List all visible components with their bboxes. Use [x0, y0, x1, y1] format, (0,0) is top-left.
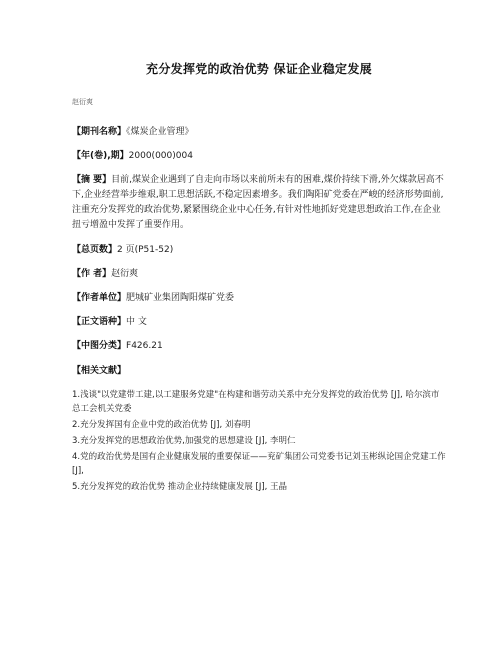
abstract-label: 【摘 要】 — [72, 175, 112, 185]
affiliation-label: 【作者单位】 — [72, 293, 127, 303]
authors-value: 赵衍爽 — [111, 269, 139, 279]
author-byline: 赵衍爽 — [72, 98, 93, 106]
journal-label: 【期刊名称】 — [72, 127, 127, 137]
reference-item[interactable]: 4.党的政治优势是国有企业健康发展的重要保证——兖矿集团公司党委书记刘玉彬纵论国企党建工作 [J], — [72, 452, 446, 476]
authors-field — [72, 267, 446, 281]
pages-value: 2 页(P51-52) — [117, 245, 174, 255]
year-field — [72, 149, 446, 163]
language-value: 中 文 — [126, 317, 147, 327]
document-title: 充分发挥党的政治优势 保证企业稳定发展 — [146, 62, 372, 76]
authors-label: 【作 者】 — [72, 269, 112, 279]
classification-label: 【中图分类】 — [72, 341, 127, 351]
references-heading: 【相关文献】 — [72, 366, 127, 376]
pages-field — [72, 243, 446, 257]
language-label: 【正文语种】 — [72, 317, 127, 327]
language-field — [72, 315, 446, 329]
classification-value: F426.21 — [126, 341, 163, 351]
abstract-value: 目前,煤炭企业遇到了自走向市场以来前所未有的困难,煤价持续下滑,外欠煤款居高不下,企业经营举步维艰,职工思想活跃,不稳定因素增多。我们陶阳矿党委在严峻的经济形势面前,注重充分发挥党的政治优势,紧紧围绕企业中心任务,有针对性地抓好党建思想政治工作,在企业扭亏增盈中发挥了重要作用。 — [72, 175, 444, 230]
reference-item[interactable]: 2.充分发挥国有企业中党的政治优势 [J], 刘春明 — [72, 420, 251, 430]
reference-item[interactable]: 1.浅谈"以党建带工建,以工建服务党建"在构建和谐劳动关系中充分发挥党的政治优势 [J], 哈尔滨市总工会机关党委 — [72, 390, 440, 414]
abstract-field — [72, 173, 446, 233]
classification-field — [72, 339, 446, 353]
pages-label: 【总页数】 — [72, 245, 118, 255]
affiliation-value: 肥城矿业集团陶阳煤矿党委 — [126, 293, 235, 303]
reference-item[interactable]: 5.充分发挥党的政治优势 推动企业持续健康发展 [J], 王晶 — [72, 482, 288, 492]
journal-value: 《煤炭企业管理》 — [126, 127, 194, 137]
journal-field — [72, 125, 446, 139]
year-label: 【年(卷),期】 — [72, 151, 129, 161]
year-value: 2000(000)004 — [128, 151, 193, 161]
affiliation-field — [72, 291, 446, 305]
references-list — [72, 388, 446, 494]
reference-item[interactable]: 3.充分发挥党的思想政治优势,加强党的思想建设 [J], 李明仁 — [72, 436, 296, 446]
